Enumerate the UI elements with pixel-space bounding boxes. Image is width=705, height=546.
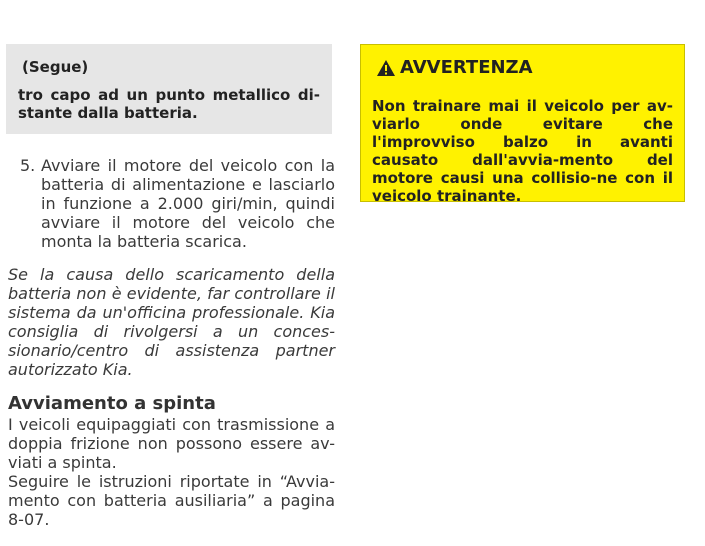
step-number: 5. xyxy=(20,156,36,175)
warning-title: AVVERTENZA xyxy=(400,57,533,78)
warning-box xyxy=(360,44,685,205)
warning-header xyxy=(372,57,673,79)
left-column xyxy=(8,44,335,529)
continued-text: tro capo ad un punto metallico di-stante dalla batteria. xyxy=(18,86,320,122)
step-text: Avviare il motore del veicolo con la batteria di alimentazione e lasciarlo in funzione a 2.000 giri/min, quindi avviare il motore del veicolo che monta la batteria scarica. xyxy=(41,156,335,251)
section-paragraph-1: I veicoli equipaggiati con trasmissione a doppia frizione non possono essere av-viati a spinta. xyxy=(8,415,335,472)
section-heading: Avviamento a spinta xyxy=(8,393,216,414)
section-paragraph-2: Seguire le istruzioni riportate in “Avvia-mento con batteria ausiliaria” a pagina 8-07. xyxy=(8,472,335,529)
continued-box xyxy=(6,44,332,134)
step-item xyxy=(8,156,335,251)
warning-text: Non trainare mai il veicolo per av-viarlo onde evitare che l'improvviso balzo in avanti causato dall'avvia-mento del motore causi una collisio-ne con il veicolo trainante. xyxy=(372,97,673,205)
warning-triangle-icon xyxy=(376,59,396,77)
cause-note: Se la causa dello scaricamento della batteria non è evidente, far controllare il sistema da un'officina professionale. Kia consiglia di rivolgersi a un conces-sionario/centro di assistenza partner autorizzato Kia. xyxy=(8,265,335,379)
continued-label: (Segue) xyxy=(22,58,89,76)
